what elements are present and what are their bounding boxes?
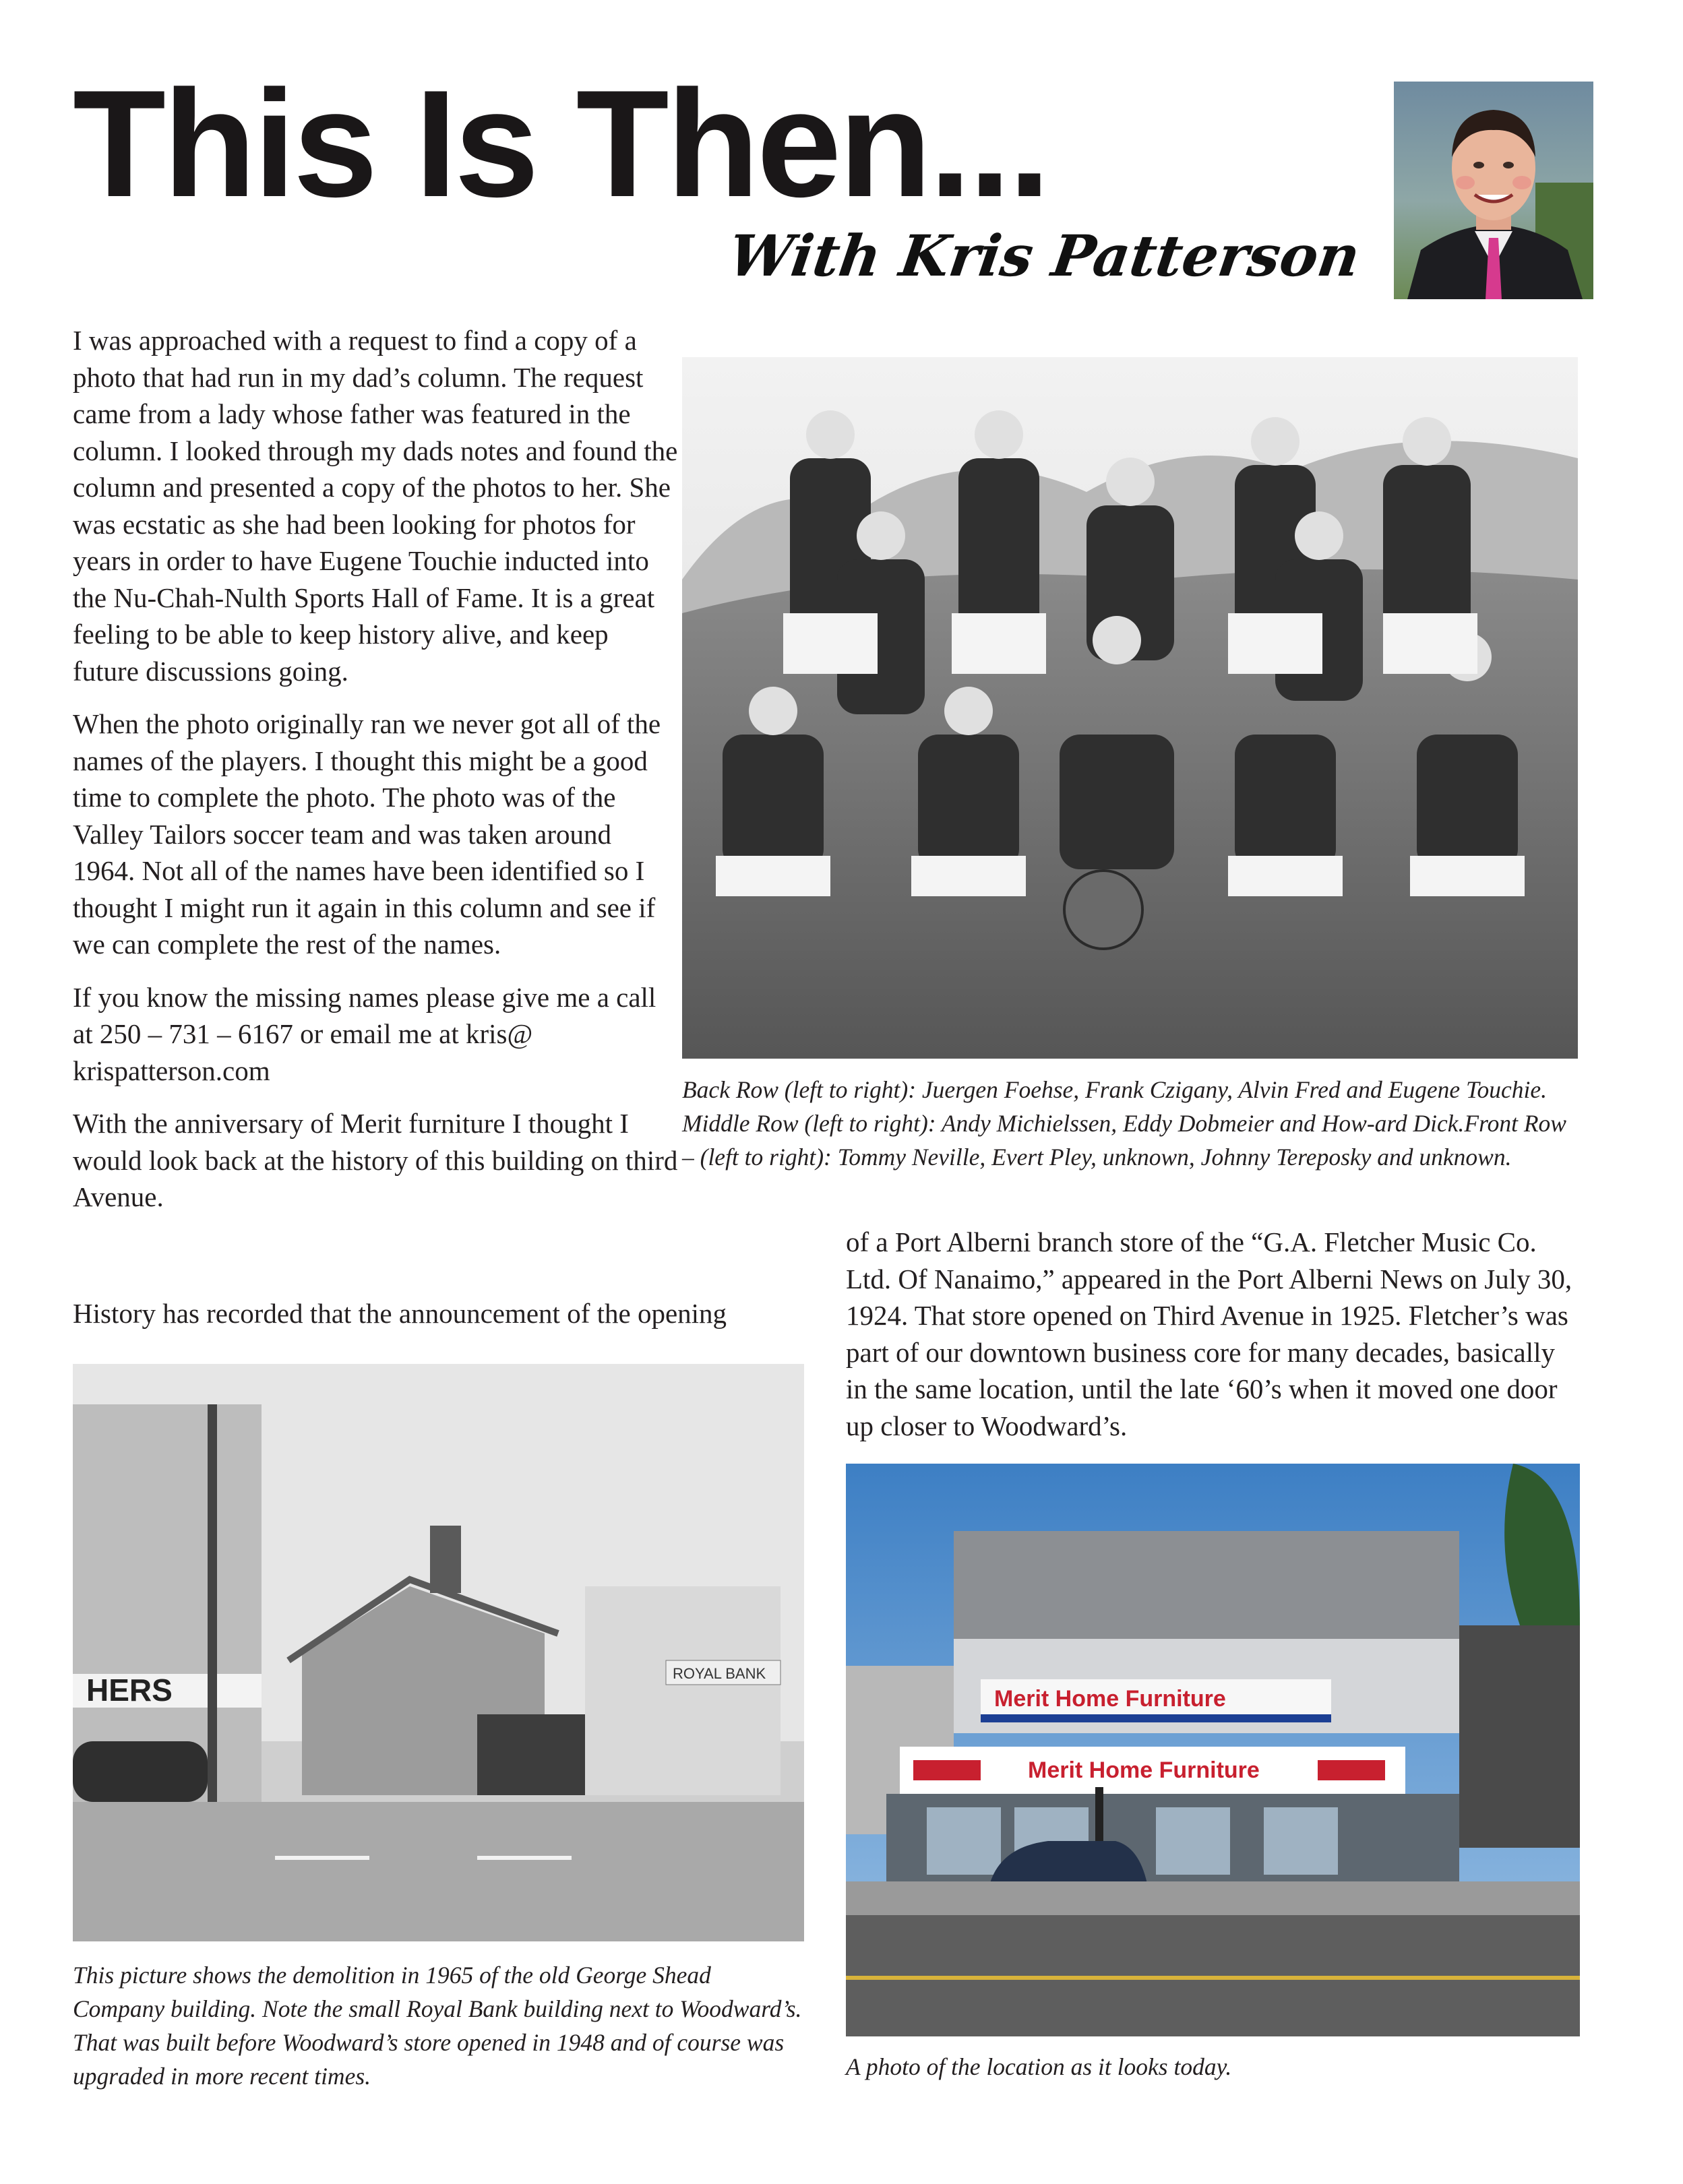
paragraph-3: If you know the missing names please give me a call at 250 – 731 – 6167 or email me at kris@ krispatterson.com — [73, 981, 656, 1086]
paragraph-4: With the anniversary of Merit furniture I thought I would look back at the history of this building on third Avenue. — [73, 1108, 678, 1212]
team-photo-caption: Back Row (left to right): Juergen Foehse, Frank Czigany, Alvin Fred and Eugene Touchie. Middle Row (left to right): Andy Michielssen, Eddy Dobmeier and How-ard Dick.Front Row – (left to right): Tommy Neville, Evert Pley, unknown, Johnny Tereposky and unknown. — [682, 1076, 1566, 1171]
soccer-team-photo — [682, 357, 1578, 1059]
today-photo-caption: A photo of the location as it looks today. — [846, 2053, 1232, 2080]
old-store-sign: HERS — [86, 1673, 173, 1708]
history-line: History has recorded that the announcement of the opening — [73, 1298, 727, 1329]
page-title: This Is Then... — [73, 58, 1048, 228]
new-store-lower-sign: Merit Home Furniture — [1028, 1757, 1260, 1783]
author-portrait-photo — [1394, 82, 1593, 299]
article-left-column — [73, 322, 679, 1232]
bank-sign: ROYAL BANK — [673, 1665, 766, 1682]
new-store-upper-sign: Merit Home Furniture — [994, 1686, 1226, 1712]
merit-furniture-today-photo — [846, 1464, 1580, 2036]
author-byline: With Kris Patterson — [725, 222, 1365, 289]
paragraph-2: When the photo originally ran we never got all of the names of the players. I thought this might be a good time to complete the photo. The photo was of the Valley Tailors soccer team and was taken around 1964. Not all of the names have been identified so I thought I might run it again in this column and see if we can complete the rest of the names. — [73, 708, 661, 960]
demolition-photo — [73, 1364, 804, 1941]
demolition-photo-caption: This picture shows the demolition in 1965 of the old George Shead Company building. Note the small Royal Bank building next to Woodward’s. That was built before Woodward’s store opened in 1948 and of course was upgraded in more recent times. — [73, 1962, 802, 2090]
article-right-column: of a Port Alberni branch store of the “G.A. Fletcher Music Co. Ltd. Of Nanaimo,” appeared in the Port Alberni News on July 30, 1924. That store opened on Third Avenue in 1925. Fletcher’s was part of our downtown business core for many decades, basically in the same location, until the late ‘60’s when it moved one door up closer to Woodward’s. — [846, 1226, 1572, 1441]
paragraph-1: I was approached with a request to find a copy of a photo that had run in my dad’s column. The request came from a lady whose father was featured in the column. I looked through my dads notes and found the column and presented a copy of the photos to her. She was ecstatic as she had been looking for photos for years in order to have Eugene Touchie inducted into the Nu-Chah-Nulth Sports Hall of Fame. It is a great feeling to be able to keep history alive, and keep future discussions going. — [73, 325, 678, 687]
